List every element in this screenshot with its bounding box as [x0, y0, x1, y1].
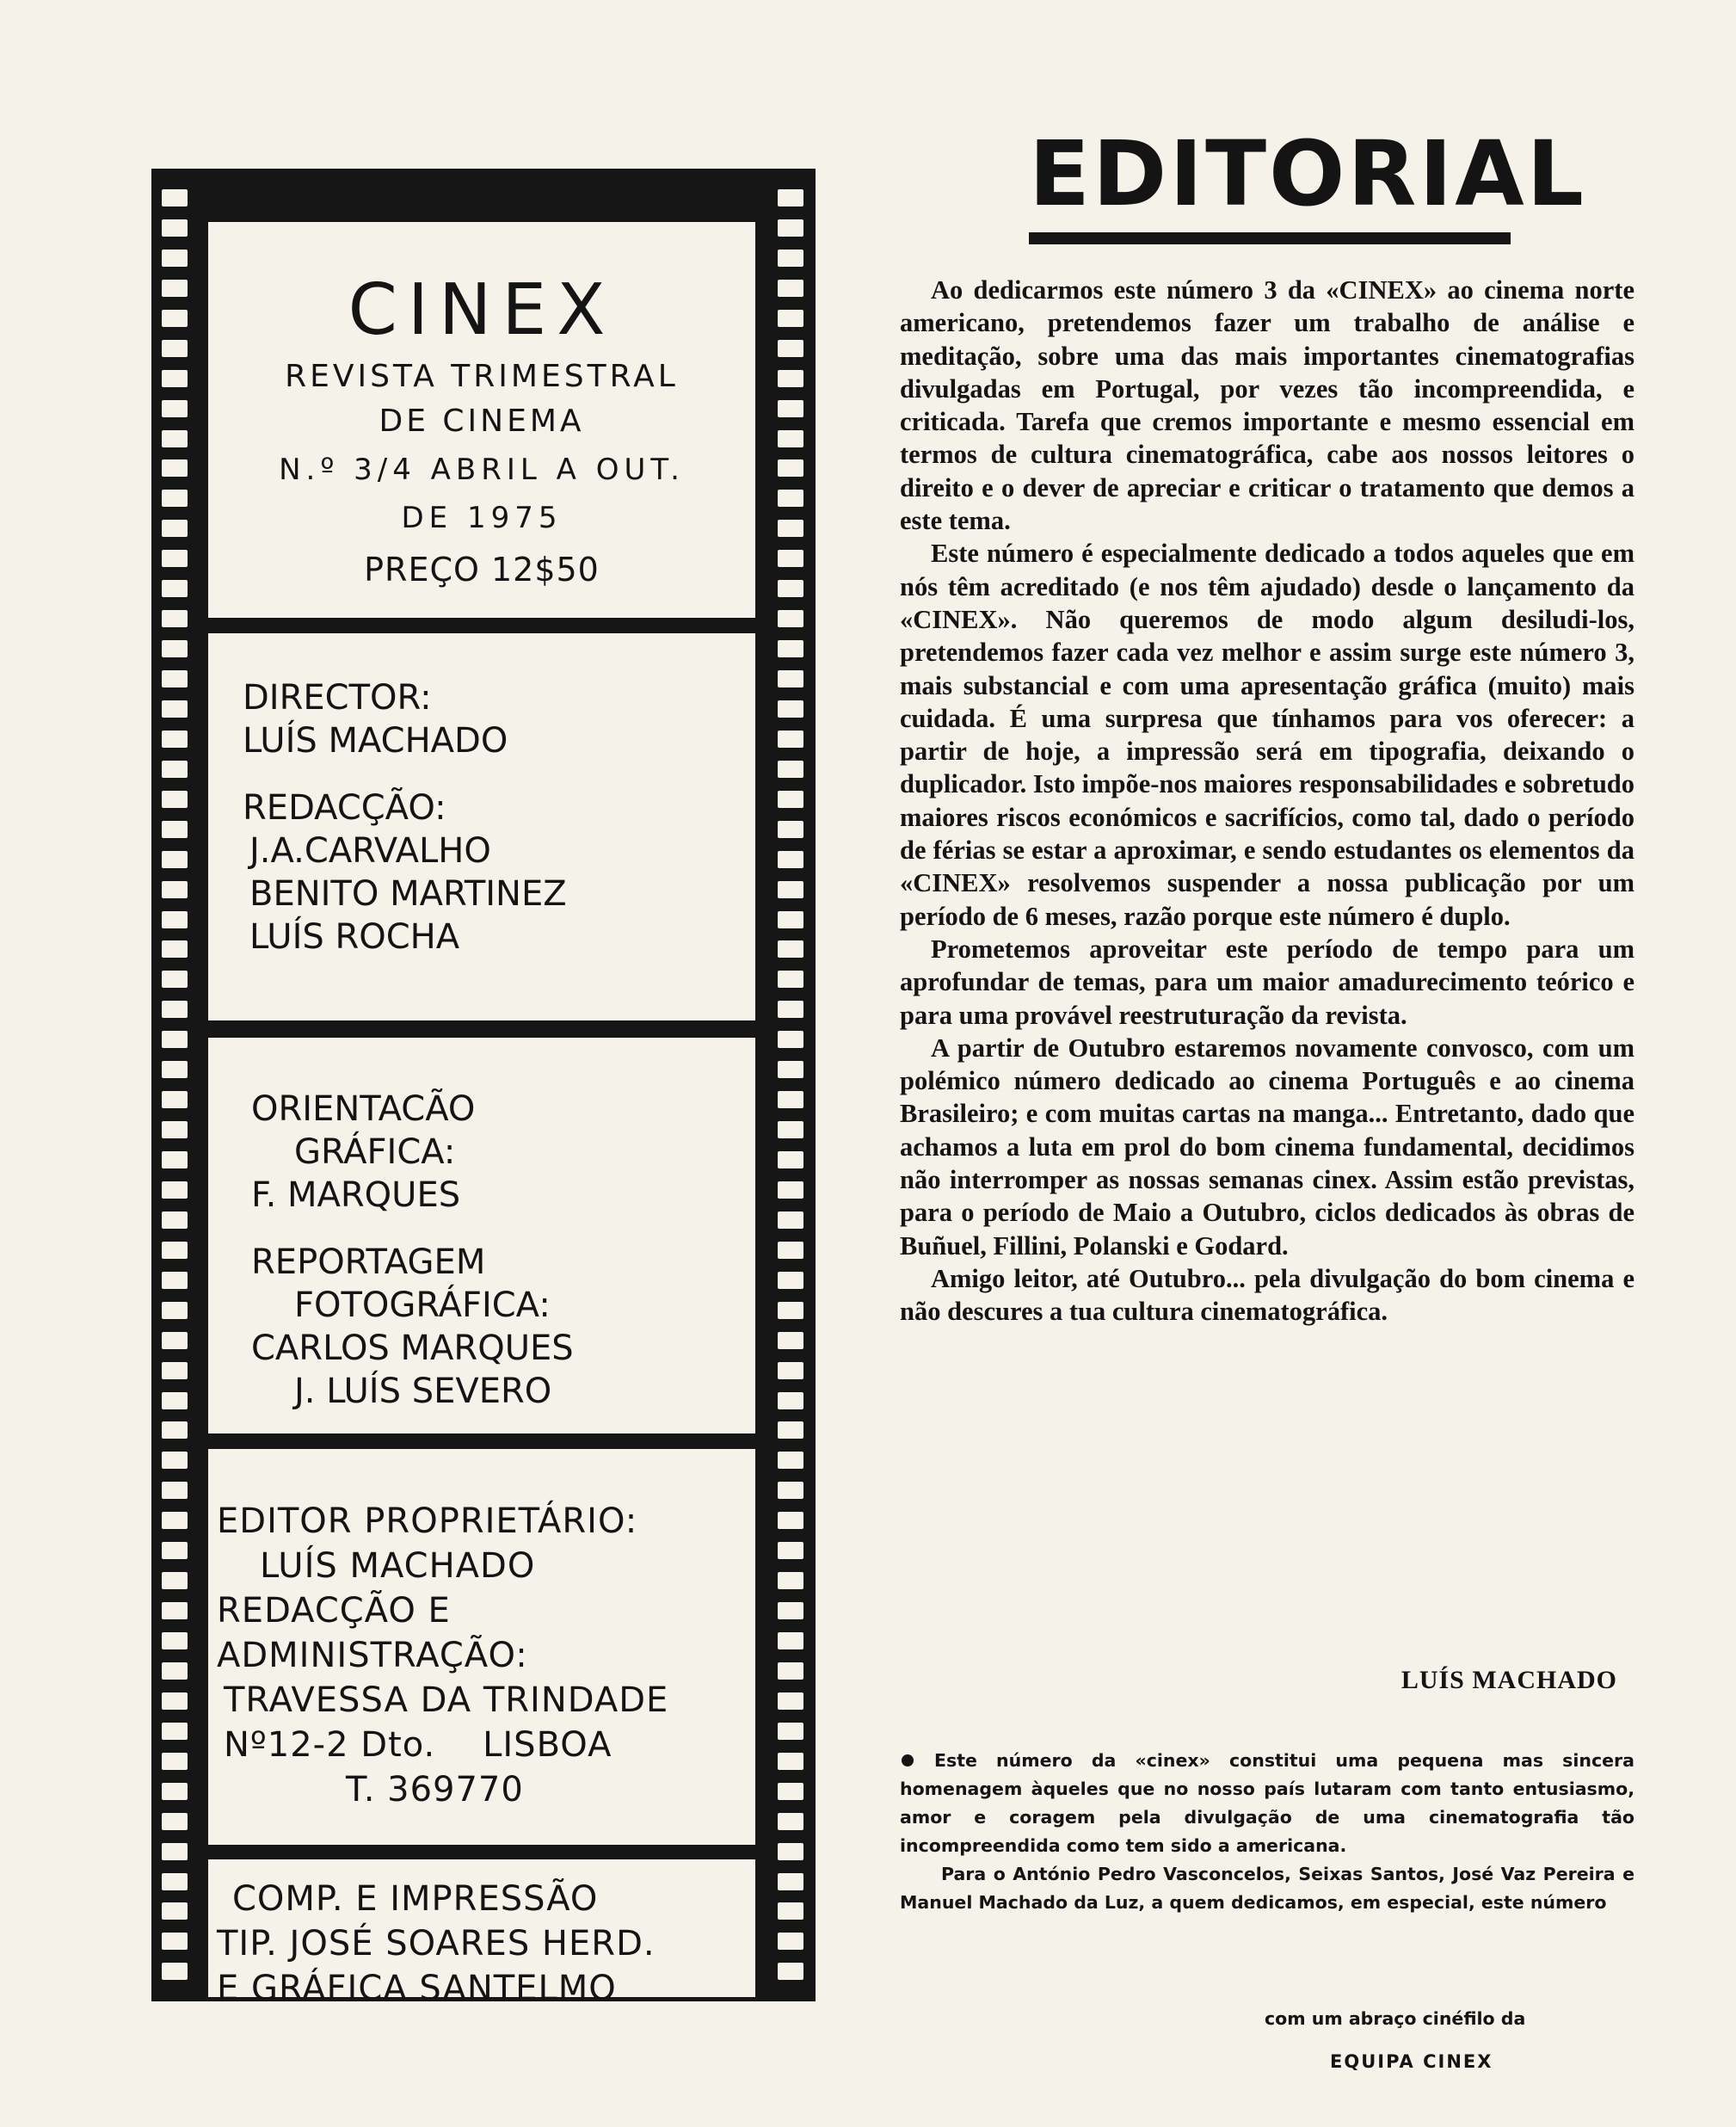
film-perforation — [162, 1332, 188, 1349]
film-perforation — [162, 610, 188, 627]
film-perforation — [778, 1482, 803, 1499]
film-perforation — [162, 1933, 188, 1950]
film-perforation — [162, 1452, 188, 1469]
film-perforation — [778, 1272, 803, 1289]
print-line-3: E GRÁFICA SANTELMO — [217, 1969, 617, 2008]
film-perforation — [778, 280, 803, 297]
film-perforation — [162, 940, 188, 958]
film-perforation — [778, 1542, 803, 1559]
film-perforation — [162, 1421, 188, 1439]
film-perforation — [162, 1542, 188, 1559]
editorial-paragraph: Ao dedicarmos este número 3 da «CINEX» ao cinema norte americano, pretendemos fazer um trabalho de análise e meditação, sobre uma das mais importantes cinematografias divulgadas em Portugal, por vezes tão incompreendida, e criticada. Tarefa que cremos importante e mesmo essencial em termos de cultura cinematográfica, cabe aos nossos leitores o direito e o dever de apreciar e criticar o tratamento que demos a este tema. — [900, 275, 1634, 536]
reportagem-label-2: FOTOGRÁFICA: — [294, 1285, 551, 1325]
perforations-left — [162, 189, 188, 1981]
film-perforation — [162, 1392, 188, 1409]
film-perforation — [162, 459, 188, 477]
film-perforation — [162, 971, 188, 988]
film-perforation — [778, 370, 803, 387]
magazine-subtitle-2: DE CINEMA — [379, 404, 585, 439]
film-perforation — [778, 1061, 803, 1078]
film-perforation — [162, 400, 188, 417]
film-perforation — [778, 400, 803, 417]
film-perforation — [778, 1121, 803, 1138]
film-perforation — [162, 370, 188, 387]
film-perforation — [162, 1272, 188, 1289]
editorial-title: EDITORIAL — [1029, 121, 1586, 226]
film-perforation — [778, 1873, 803, 1890]
film-perforation — [778, 490, 803, 507]
perforations-right — [778, 189, 803, 1981]
film-perforation — [162, 670, 188, 687]
film-perforation — [162, 280, 188, 297]
film-perforation — [778, 1723, 803, 1740]
film-perforation — [778, 971, 803, 988]
address-line-2: Nº12-2 Dto. LISBOA — [224, 1725, 613, 1765]
film-perforation — [162, 1723, 188, 1740]
film-perforation — [162, 1211, 188, 1229]
film-perforation — [778, 340, 803, 357]
film-perforation — [778, 761, 803, 778]
director-label: DIRECTOR: — [243, 678, 432, 718]
note-paragraph-2: Para o António Pedro Vasconcelos, Seixas Santos, José Vaz Pereira e Manuel Machado da Luz, a quem dedicamos, em especial, este número — [900, 1864, 1634, 1913]
film-perforation — [162, 1602, 188, 1619]
film-perforation — [778, 250, 803, 267]
film-perforation — [778, 700, 803, 718]
director-name: LUÍS MACHADO — [243, 721, 508, 761]
film-perforation — [162, 1362, 188, 1379]
orientacao-label-1: ORIENTACÃO — [251, 1089, 476, 1129]
film-perforation — [162, 1632, 188, 1649]
film-perforation — [778, 1151, 803, 1168]
film-perforation — [778, 1632, 803, 1649]
film-perforation — [162, 1902, 188, 1920]
admin-label-2: ADMINISTRAÇÃO: — [217, 1636, 528, 1675]
film-perforation — [778, 1602, 803, 1619]
note-paragraph-1: Este número da «cinex» constitui uma pequena mas sincera homenagem àqueles que no nosso país lutaram com tanto entusiasmo, amor e coragem pela divulgação de uma cinematografia tão incompreendida como tem sido a americana. — [900, 1750, 1634, 1856]
film-perforation — [778, 1662, 803, 1680]
film-perforation — [162, 1181, 188, 1199]
editorial-signature: LUÍS MACHADO — [1400, 1666, 1617, 1694]
editorial-paragraph: Este número é especialmente dedicado a todos aqueles que em nós têm acreditado (e nos têm ajudado) desde o lançamento da «CINEX». Não queremos de modo algum desiludi-los, pretendemos fazer cada vez melhor e assim surge este número 3, mais substancial e com uma apresentação gráfica (muito) mais cuidada. É uma surpresa que tínhamos para vos oferecer: a partir de hoje, a impressão será em tipografia, deixando o duplicador. Isto impõe-nos maiores responsabilidades e sobretudo maiores riscos económicos e sacrifícios, como tal, dado o período de férias se estar a aproximar, e sendo estudantes os elementos da «CINEX» resolvemos suspender a nossa publicação por um período de 6 meses, razão porque este número é duplo. — [900, 539, 1634, 931]
film-perforation — [162, 821, 188, 838]
redaccao-name: BENITO MARTINEZ — [249, 874, 567, 914]
film-perforation — [778, 1302, 803, 1319]
film-perforation — [778, 310, 803, 327]
film-perforation — [778, 911, 803, 928]
film-perforation — [162, 1001, 188, 1018]
film-perforation — [778, 520, 803, 537]
editorial-paragraph: A partir de Outubro estaremos novamente convosco, com um polémico número dedicado ao cinema Português e ao cinema Brasileiro; e com muitas cartas na manga... Entretanto, dado que achamos a luta em prol do bom cinema fundamental, decidimos não interromper as nossas semanas cinex. Assim estão previstas, para o período de Maio a Outubro, ciclos dedicados às obras de Buñuel, Fillini, Polanski e Godard. — [900, 1033, 1634, 1261]
frame-graphics — [208, 1038, 755, 1433]
frame-publisher — [208, 1449, 755, 1845]
film-perforation — [778, 219, 803, 237]
film-perforation — [162, 1091, 188, 1108]
magazine-subtitle-1: REVISTA TRIMESTRAL — [285, 359, 679, 394]
film-perforation — [162, 1482, 188, 1499]
film-perforation — [162, 731, 188, 748]
film-perforation — [778, 640, 803, 657]
film-perforation — [162, 640, 188, 657]
film-perforation — [778, 670, 803, 687]
film-perforation — [162, 1061, 188, 1078]
film-perforation — [778, 1843, 803, 1860]
film-perforation — [778, 1181, 803, 1199]
print-line-2: TIP. JOSÉ SOARES HERD. — [217, 1924, 656, 1964]
reportagem-name: CARLOS MARQUES — [251, 1329, 574, 1368]
film-perforation — [778, 821, 803, 838]
film-perforation — [162, 911, 188, 928]
orientacao-label-2: GRÁFICA: — [294, 1132, 456, 1172]
editor-name: LUÍS MACHADO — [260, 1546, 536, 1586]
film-perforation — [778, 189, 803, 207]
film-perforation — [162, 310, 188, 327]
film-perforation — [162, 550, 188, 567]
film-perforation — [162, 761, 188, 778]
frame-printer — [208, 1859, 755, 2008]
film-perforation — [778, 1001, 803, 1018]
admin-label-1: REDACÇÃO E — [217, 1591, 451, 1631]
film-perforation — [778, 1421, 803, 1439]
film-perforation — [162, 1151, 188, 1168]
film-perforation — [162, 1692, 188, 1710]
editorial-paragraph: Prometemos aproveitar este período de tempo para um aprofundar de temas, para um maior amadurecimento teórico e para uma provável reestruturação da revista. — [900, 934, 1634, 1030]
redaccao-name: LUÍS ROCHA — [249, 917, 460, 957]
film-perforation — [778, 940, 803, 958]
film-perforation — [778, 610, 803, 627]
film-perforation — [778, 1512, 803, 1529]
film-perforation — [162, 1963, 188, 1980]
orientacao-name: F. MARQUES — [251, 1175, 461, 1215]
film-perforation — [162, 250, 188, 267]
film-perforation — [778, 1813, 803, 1830]
film-perforation — [778, 1392, 803, 1409]
title-rule — [1029, 232, 1511, 244]
film-perforation — [162, 1512, 188, 1529]
issue-line-2: DE 1975 — [401, 501, 563, 535]
editorial-paragraph: Amigo leitor, até Outubro... pela divulgação do bom cinema e não descures a tua cultura cinematográfica. — [900, 1263, 1634, 1327]
film-perforation — [778, 1692, 803, 1710]
film-perforation — [162, 1031, 188, 1048]
film-perforation — [162, 430, 188, 447]
film-perforation — [778, 1753, 803, 1770]
film-perforation — [162, 881, 188, 898]
film-perforation — [778, 731, 803, 748]
film-perforation — [778, 459, 803, 477]
film-perforation — [162, 1873, 188, 1890]
film-perforation — [778, 430, 803, 447]
film-perforation — [162, 520, 188, 537]
film-perforation — [778, 1362, 803, 1379]
bullet-icon — [902, 1754, 914, 1766]
film-perforation — [778, 1572, 803, 1589]
film-perforation — [778, 1211, 803, 1229]
film-perforation — [778, 1452, 803, 1469]
note-closing: com um abraço cinéfilo da — [1265, 2008, 1526, 2029]
film-perforation — [162, 851, 188, 868]
magazine-title: CINEX — [348, 269, 616, 351]
redaccao-label: REDACÇÃO: — [243, 788, 446, 828]
film-perforation — [162, 1843, 188, 1860]
editorial-body — [900, 274, 1634, 1329]
film-perforation — [162, 1572, 188, 1589]
film-perforation — [778, 1933, 803, 1950]
reportagem-name: J. LUÍS SEVERO — [294, 1372, 552, 1411]
film-perforation — [162, 1302, 188, 1319]
film-perforation — [778, 1783, 803, 1800]
film-perforation — [778, 881, 803, 898]
film-perforation — [162, 580, 188, 597]
film-perforation — [162, 189, 188, 207]
price: PREÇO 12$50 — [364, 551, 600, 589]
frame-masthead — [208, 222, 755, 618]
dedication-note — [900, 1747, 1634, 1917]
frame-staff — [208, 633, 755, 1020]
film-perforation — [162, 1753, 188, 1770]
film-perforation — [162, 1242, 188, 1259]
print-line-1: COMP. E IMPRESSÃO — [232, 1879, 599, 1919]
film-perforation — [162, 340, 188, 357]
film-perforation — [778, 791, 803, 808]
film-perforation — [162, 490, 188, 507]
film-strip — [151, 169, 816, 2008]
film-perforation — [162, 219, 188, 237]
phone: T. 369770 — [346, 1770, 524, 1809]
editor-label: EDITOR PROPRIETÁRIO: — [217, 1501, 638, 1541]
film-perforation — [778, 550, 803, 567]
film-perforation — [162, 700, 188, 718]
film-perforation — [162, 1121, 188, 1138]
film-perforation — [778, 851, 803, 868]
film-perforation — [162, 1813, 188, 1830]
film-perforation — [778, 1332, 803, 1349]
film-perforation — [162, 1662, 188, 1680]
note-signature: EQUIPA CINEX — [1330, 2051, 1493, 2072]
film-perforation — [778, 1031, 803, 1048]
issue-line-1: N.º 3/4 ABRIL A OUT. — [279, 453, 685, 487]
film-perforation — [162, 1783, 188, 1800]
film-perforation — [778, 1902, 803, 1920]
reportagem-label-1: REPORTAGEM — [251, 1242, 486, 1282]
film-perforation — [778, 1242, 803, 1259]
film-perforation — [778, 1963, 803, 1980]
film-perforation — [162, 791, 188, 808]
address-line-1: TRAVESSA DA TRINDADE — [224, 1680, 669, 1720]
film-perforation — [778, 1091, 803, 1108]
redaccao-name: J.A.CARVALHO — [249, 831, 491, 871]
film-perforation — [778, 580, 803, 597]
